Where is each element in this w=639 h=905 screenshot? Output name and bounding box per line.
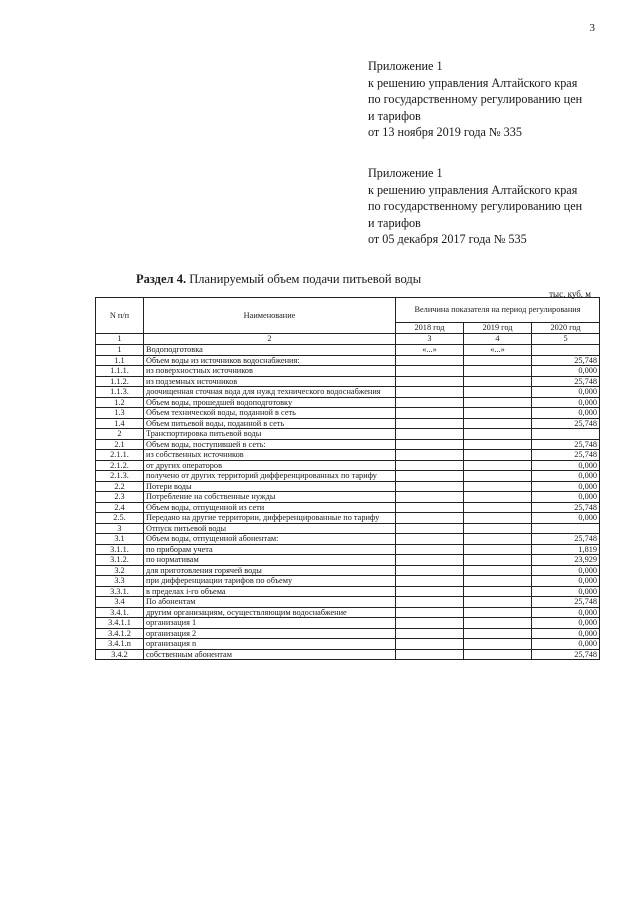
row-value-2020-cell: 25,748 (532, 450, 600, 461)
row-name-cell: Отпуск питьевой воды (144, 523, 396, 534)
table-row (96, 544, 600, 555)
row-value-2018-cell (396, 429, 464, 440)
row-value-2019-cell (464, 628, 532, 639)
row-value-2018-cell (396, 481, 464, 492)
table-row (96, 597, 600, 608)
row-name-cell: Объем воды, поступившей в сеть: (144, 439, 396, 450)
row-number-cell: 1.2 (96, 397, 144, 408)
header-year-2018: 2018 год (396, 323, 464, 334)
section-label: Раздел 4. (136, 272, 187, 286)
row-value-2018-cell (396, 565, 464, 576)
row-value-2019-cell (464, 534, 532, 545)
table-row (96, 397, 600, 408)
table-row (96, 523, 600, 534)
row-value-2020-cell (532, 345, 600, 356)
row-number-cell: 3.2 (96, 565, 144, 576)
row-value-2018-cell (396, 397, 464, 408)
row-name-cell: Водоподготовка (144, 345, 396, 356)
row-number-cell: 2.1.1. (96, 450, 144, 461)
table-row (96, 649, 600, 660)
appendix-line: от 05 декабря 2017 года № 535 (368, 232, 527, 246)
row-value-2020-cell: 25,748 (532, 597, 600, 608)
row-value-2018-cell (396, 607, 464, 618)
table-row (96, 460, 600, 471)
appendix-current-header (368, 58, 582, 141)
row-name-cell: Объем воды, отпущенной из сети (144, 502, 396, 513)
row-number-cell: 2 (96, 429, 144, 440)
row-number-cell: 3.3 (96, 576, 144, 587)
row-value-2018-cell (396, 366, 464, 377)
appendix-line: Приложение 1 (368, 166, 443, 180)
row-number-cell: 1.1.1. (96, 366, 144, 377)
row-value-2018-cell (396, 649, 464, 660)
appendix-previous-header (368, 165, 582, 248)
row-number-cell: 3.3.1. (96, 586, 144, 597)
table-row (96, 471, 600, 482)
row-name-cell: Объем технической воды, поданной в сеть (144, 408, 396, 419)
row-name-cell: в пределах i-го объема (144, 586, 396, 597)
row-value-2018-cell (396, 376, 464, 387)
appendix-line: к решению управления Алтайского края (368, 75, 578, 90)
table-row (96, 534, 600, 545)
row-value-2018-cell (396, 523, 464, 534)
row-number-cell: 3.1 (96, 534, 144, 545)
row-value-2020-cell: 25,748 (532, 376, 600, 387)
row-name-cell: организация 1 (144, 618, 396, 629)
row-value-2019-cell (464, 513, 532, 524)
row-number-cell: 3.4.1.n (96, 639, 144, 650)
row-value-2018-cell (396, 439, 464, 450)
row-value-2020-cell: 0,000 (532, 387, 600, 398)
row-number-cell: 2.5. (96, 513, 144, 524)
row-value-2020-cell: 0,000 (532, 492, 600, 503)
row-value-2019-cell (464, 555, 532, 566)
row-value-2019-cell (464, 607, 532, 618)
row-number-cell: 2.4 (96, 502, 144, 513)
row-number-cell: 3.4.1. (96, 607, 144, 618)
row-name-cell: организация n (144, 639, 396, 650)
row-value-2020-cell: 0,000 (532, 618, 600, 629)
row-value-2018-cell (396, 534, 464, 545)
row-value-2018-cell (396, 471, 464, 482)
row-number-cell: 1.3 (96, 408, 144, 419)
header-period: Величина показателя на период регулирования (396, 298, 600, 323)
row-value-2019-cell (464, 481, 532, 492)
row-value-2018-cell (396, 618, 464, 629)
row-value-2020-cell: 0,000 (532, 471, 600, 482)
units-label: тыс. куб. м (549, 289, 591, 299)
appendix-line: от 13 ноября 2019 года № 335 (368, 125, 522, 139)
table-row (96, 439, 600, 450)
row-value-2019-cell (464, 439, 532, 450)
row-value-2018-cell (396, 576, 464, 587)
row-name-cell: от других операторов (144, 460, 396, 471)
row-number-cell: 3 (96, 523, 144, 534)
row-value-2019-cell (464, 576, 532, 587)
row-name-cell: Объем питьевой воды, поданной в сеть (144, 418, 396, 429)
row-name-cell: Передано на другие территории, дифференцированные по тарифу (144, 513, 396, 524)
table-row (96, 513, 600, 524)
row-value-2020-cell: 25,748 (532, 649, 600, 660)
row-value-2019-cell (464, 418, 532, 429)
table-row (96, 387, 600, 398)
row-value-2020-cell: 25,748 (532, 355, 600, 366)
row-value-2019-cell (464, 565, 532, 576)
table-body (96, 345, 600, 660)
row-value-2018-cell (396, 555, 464, 566)
row-name-cell: получено от других территорий дифференцированных по тарифу (144, 471, 396, 482)
column-number: 3 (396, 334, 464, 345)
row-value-2018-cell (396, 502, 464, 513)
table-row (96, 502, 600, 513)
row-value-2019-cell (464, 502, 532, 513)
row-value-2020-cell: 0,000 (532, 565, 600, 576)
row-name-cell: другим организациям, осуществляющим водоснабжение (144, 607, 396, 618)
column-number: 4 (464, 334, 532, 345)
row-value-2020-cell: 25,748 (532, 502, 600, 513)
table-row (96, 429, 600, 440)
row-value-2019-cell (464, 387, 532, 398)
row-name-cell: по приборам учета (144, 544, 396, 555)
row-value-2018-cell (396, 450, 464, 461)
row-value-2020-cell: 0,000 (532, 586, 600, 597)
row-value-2020-cell (532, 523, 600, 534)
row-name-cell: из подземных источников (144, 376, 396, 387)
row-value-2019-cell (464, 397, 532, 408)
table-row (96, 355, 600, 366)
column-number: 5 (532, 334, 600, 345)
row-value-2018-cell: «...» (396, 345, 464, 356)
row-value-2018-cell (396, 387, 464, 398)
row-name-cell: По абонентам (144, 597, 396, 608)
row-value-2019-cell: «...» (464, 345, 532, 356)
appendix-line: по государственному регулированию цен (368, 199, 583, 213)
row-value-2020-cell: 0,000 (532, 628, 600, 639)
table-row (96, 576, 600, 587)
appendix-line: по государственному регулированию цен (368, 92, 583, 106)
table-row (96, 607, 600, 618)
row-name-cell: Транспортировка питьевой воды (144, 429, 396, 440)
table-row (96, 366, 600, 377)
row-name-cell: для приготовления горячей воды (144, 565, 396, 576)
table-row (96, 418, 600, 429)
appendix-line: к решению управления Алтайского края (368, 182, 578, 197)
row-name-cell: Объем воды из источников водоснабжения: (144, 355, 396, 366)
row-value-2018-cell (396, 597, 464, 608)
section-title (136, 272, 421, 287)
row-value-2019-cell (464, 649, 532, 660)
row-value-2019-cell (464, 586, 532, 597)
table-row (96, 565, 600, 576)
row-value-2018-cell (396, 492, 464, 503)
row-name-cell: из поверхностных источников (144, 366, 396, 377)
row-number-cell: 3.4.1.2 (96, 628, 144, 639)
column-number: 2 (144, 334, 396, 345)
row-value-2020-cell: 25,748 (532, 418, 600, 429)
row-value-2020-cell: 25,748 (532, 439, 600, 450)
row-name-cell: доочищенная сточная вода для нужд технического водоснабжения (144, 387, 396, 398)
row-value-2019-cell (464, 376, 532, 387)
header-year-2020: 2020 год (532, 323, 600, 334)
row-value-2019-cell (464, 523, 532, 534)
row-value-2020-cell: 0,000 (532, 408, 600, 419)
row-value-2018-cell (396, 460, 464, 471)
row-value-2018-cell (396, 408, 464, 419)
row-value-2020-cell: 25,748 (532, 534, 600, 545)
row-name-cell: Объем воды, отпущенной абонентам: (144, 534, 396, 545)
row-number-cell: 3.4 (96, 597, 144, 608)
row-name-cell: собственным абонентам (144, 649, 396, 660)
row-number-cell: 2.1.2. (96, 460, 144, 471)
row-value-2020-cell: 0,000 (532, 397, 600, 408)
row-number-cell: 2.1 (96, 439, 144, 450)
row-value-2020-cell: 0,000 (532, 481, 600, 492)
row-value-2020-cell (532, 429, 600, 440)
row-value-2018-cell (396, 586, 464, 597)
water-supply-table (95, 297, 600, 660)
row-name-cell: при дифференциации тарифов по объему (144, 576, 396, 587)
column-number: 1 (96, 334, 144, 345)
row-value-2018-cell (396, 639, 464, 650)
row-number-cell: 3.4.2 (96, 649, 144, 660)
row-value-2020-cell: 1,819 (532, 544, 600, 555)
row-number-cell: 1.1.3. (96, 387, 144, 398)
row-value-2018-cell (396, 418, 464, 429)
row-value-2019-cell (464, 544, 532, 555)
row-number-cell: 1.1.2. (96, 376, 144, 387)
table-row (96, 586, 600, 597)
row-value-2019-cell (464, 471, 532, 482)
row-number-cell: 2.2 (96, 481, 144, 492)
appendix-line: и тарифов (368, 108, 421, 123)
appendix-line: Приложение 1 (368, 59, 443, 73)
table-row (96, 628, 600, 639)
row-value-2019-cell (464, 460, 532, 471)
row-value-2020-cell: 0,000 (532, 460, 600, 471)
row-value-2020-cell: 0,000 (532, 639, 600, 650)
table-row (96, 639, 600, 650)
row-value-2019-cell (464, 429, 532, 440)
row-number-cell: 1 (96, 345, 144, 356)
row-number-cell: 2.3 (96, 492, 144, 503)
table-row (96, 376, 600, 387)
row-number-cell: 1.4 (96, 418, 144, 429)
row-value-2019-cell (464, 450, 532, 461)
row-value-2019-cell (464, 492, 532, 503)
row-value-2020-cell: 23,929 (532, 555, 600, 566)
row-value-2019-cell (464, 639, 532, 650)
section-heading: Планируемый объем подачи питьевой воды (189, 272, 422, 286)
row-number-cell: 3.1.1. (96, 544, 144, 555)
row-name-cell: Потери воды (144, 481, 396, 492)
row-value-2018-cell (396, 513, 464, 524)
row-value-2019-cell (464, 618, 532, 629)
row-value-2019-cell (464, 597, 532, 608)
row-value-2018-cell (396, 544, 464, 555)
row-number-cell: 2.1.3. (96, 471, 144, 482)
table-row (96, 481, 600, 492)
row-value-2018-cell (396, 628, 464, 639)
row-value-2020-cell: 0,000 (532, 607, 600, 618)
row-value-2020-cell: 0,000 (532, 513, 600, 524)
header-year-2019: 2019 год (464, 323, 532, 334)
row-value-2018-cell (396, 355, 464, 366)
row-number-cell: 3.4.1.1 (96, 618, 144, 629)
row-number-cell: 1.1 (96, 355, 144, 366)
row-name-cell: по нормативам (144, 555, 396, 566)
row-number-cell: 3.1.2. (96, 555, 144, 566)
row-value-2019-cell (464, 355, 532, 366)
row-name-cell: Потребление на собственные нужды (144, 492, 396, 503)
header-name: Наименование (144, 298, 396, 334)
table-row (96, 345, 600, 356)
table-row (96, 618, 600, 629)
row-name-cell: из собственных источников (144, 450, 396, 461)
row-value-2020-cell: 0,000 (532, 576, 600, 587)
table-row (96, 555, 600, 566)
row-name-cell: организация 2 (144, 628, 396, 639)
row-value-2019-cell (464, 366, 532, 377)
table-row (96, 450, 600, 461)
header-num: N п/п (96, 298, 144, 334)
row-value-2019-cell (464, 408, 532, 419)
table-row (96, 492, 600, 503)
appendix-line: и тарифов (368, 215, 421, 230)
table-row (96, 408, 600, 419)
row-value-2020-cell: 0,000 (532, 366, 600, 377)
page-number: 3 (589, 22, 595, 34)
row-name-cell: Объем воды, прошедшей водоподготовку (144, 397, 396, 408)
